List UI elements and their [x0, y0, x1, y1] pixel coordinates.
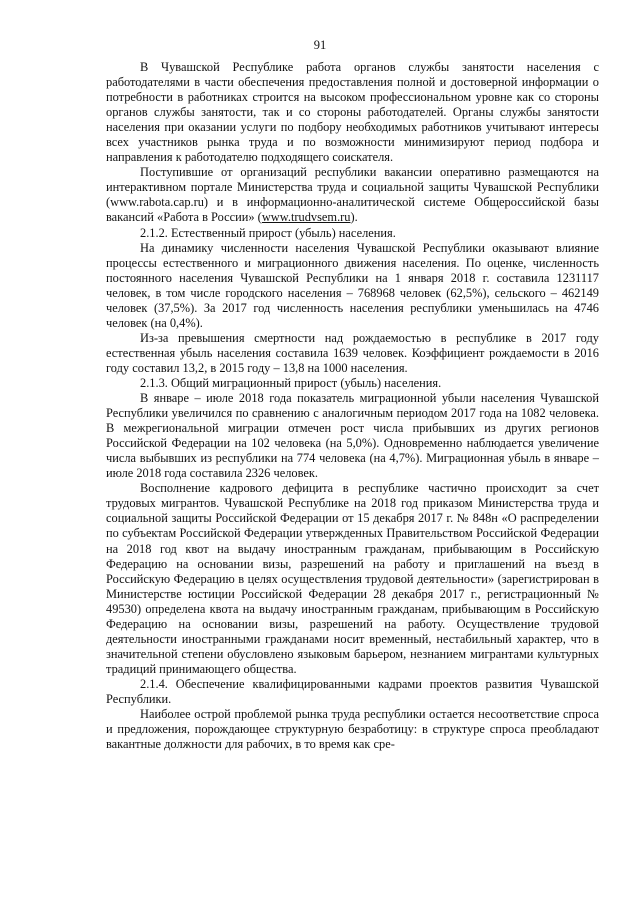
paragraph-vacancies-end: ).	[350, 210, 358, 225]
paragraph-vacancies-text: Поступившие от организаций республики вакансии оперативно размещаются на интерактивном портале Министерства труда и социальной защиты Чувашской Республики (www.rabota.cap.ru) и в информационно-аналитической системе Общероссийской базы вакансий «Работа в России» (	[106, 165, 599, 225]
paragraph-population-dynamics: На динамику численности населения Чувашской Республики оказывают влияние процессы естественного и миграционного движения населения. По оценке, численность постоянного населения Чувашской Республики на 1 января 2018 г. составила 1231117 человек, в том числе городского населения – 768968 человек (62,5%), сельского – 462149 человек (37,5%). За 2017 год численность населения республики уменьшилась на 4746 человек (на 0,4%).	[106, 240, 599, 330]
paragraph-labor-migrants: Восполнение кадрового дефицита в республике частично происходит за счет трудовых мигрантов. Чувашской Республике на 2018 год приказом Министерства труда и социальной защиты Российской Федерации от 15 декабря 2017 г. № 848н «О распределении по субъектам Российской Федерации утвержденных Правительством Российской Федерации на 2018 год квот на выдачу иностранным гражданам, прибывающим в Российскую Федерацию на основании визы, разрешений на работу и приглашений на въезд в Российскую Федерацию в целях осуществления трудовой деятельности» (зарегистрирован в Министерстве юстиции Российской Федерации 28 декабря 2017 г., регистрационный № 49530) определена квота на выдачу иностранным гражданам, прибывающим в Российскую Федерацию на основании визы, разрешений на работу. Осуществление трудовой деятельности иностранными гражданами носит временный, нестабильный характер, что в значительной степени обусловлено языковым барьером, незнанием мигрантами культурных традиций принимающего общества.	[106, 481, 599, 676]
section-heading-2-1-4: 2.1.4. Обеспечение квалифицированными кадрами проектов развития Чувашской Республики.	[106, 676, 599, 706]
page-number: 91	[313, 38, 327, 52]
paragraph-migration: В январе – июле 2018 года показатель миграционной убыли населения Чувашской Республики увеличился по сравнению с аналогичным периодом 2017 года на 1082 человека. В межрегиональной миграции отмечен рост числа прибывших из других регионов Российской Федерации на 102 человека (на 5,0%). Одновременно наблюдается увеличение числа выбывших из республики на 774 человека (на 4,7%). Миграционная убыль в январе – июле 2018 года составила 2326 человек.	[106, 391, 599, 481]
trudvsem-link[interactable]: www.trudvsem.ru	[261, 210, 351, 225]
paragraph-vacancies-portal	[106, 165, 599, 225]
paragraph-natural-decline: Из-за превышения смертности над рождаемостью в республике в 2017 году естественная убыль населения составила 1639 человек. Коэффициент рождаемости в 2016 году составил 13,2, в 2015 году – 13,8 на 1000 населения.	[106, 330, 599, 375]
body-text	[106, 60, 599, 752]
paragraph-labor-market-problem: Наиболее острой проблемой рынка труда республики остается несоответствие спроса и предложения, порождающее структурную безработицу: в структуре спроса преобладают вакантные должности для рабочих, в то время как сре-	[106, 707, 599, 752]
paragraph-employment-services: В Чувашской Республике работа органов службы занятости населения с работодателями в части обеспечения предоставления полной и достоверной информации о потребности в работниках строится на высоком профессиональном уровне как со стороны органов службы занятости, так и со стороны работодателей. Органы службы занятости населения при оказании услуги по подбору необходимых работников учитывают интересы всех участников рынка труда и по возможности минимизируют период подбора и направления к работодателю подходящего соискателя.	[106, 60, 599, 165]
section-heading-2-1-2: 2.1.2. Естественный прирост (убыль) населения.	[140, 225, 396, 240]
section-heading-2-1-3: 2.1.3. Общий миграционный прирост (убыль) населения.	[140, 375, 442, 390]
